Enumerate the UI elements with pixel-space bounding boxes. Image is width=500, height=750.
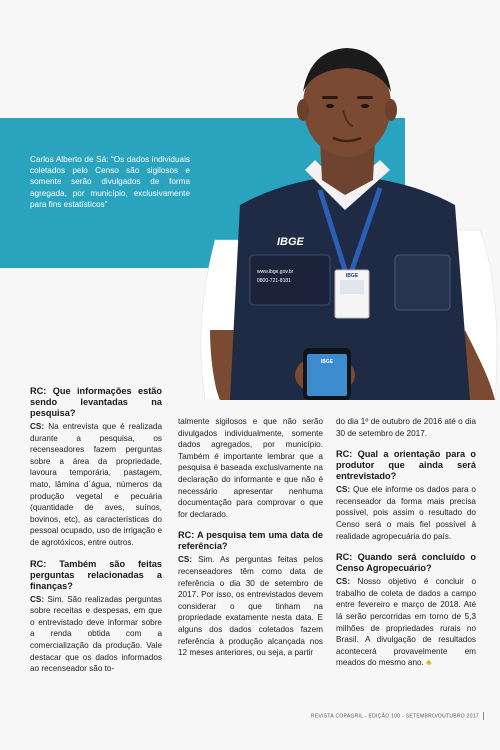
question-heading: RC: Que informações estão sendo levantadas na pesquisa? — [30, 386, 162, 418]
question-heading: RC: Também são feitas perguntas relacionadas a finanças? — [30, 558, 162, 591]
answer-paragraph: CS: Nosso objetivo é concluir o trabalho de coleta de dados a campo entre fevereiro e março de 2018. Até lá serão percorridas em torno de 5,3 milhões de propriedades rurais no Brasil. A divulgação de resultados acontecerá provavelmente em meados do mesmo ano. ♣ — [336, 577, 476, 668]
question-heading: RC: Quando será concluído o Censo Agropecuário? — [336, 552, 476, 574]
question-heading: RC: A pesquisa tem uma data de referência? — [178, 530, 323, 552]
photo-caption: Carlos Alberto de Sá: “Os dados individuais coletados pelo Censo são sigilosos e somente serão divulgados de forma agregada, por município, exclusivamente para fins estatísticos” — [30, 155, 190, 209]
page-footer — [0, 712, 500, 722]
vest-site-text: www.ibge.gov.br — [257, 269, 294, 275]
footer-divider — [483, 712, 484, 720]
article-column-2 — [178, 416, 323, 669]
article-end-icon: ♣ — [426, 658, 432, 668]
answer-paragraph: CS: Que ele informe os dados para o recenseador da forma mais precisa possível, pois assim o resultado do Censo será o mais fiel possível à realidade agropecuária do país. — [336, 485, 476, 541]
badge-text: IBGE — [345, 273, 359, 279]
article-column-1 — [30, 386, 162, 685]
footer-text: REVISTA COPAGRIL - EDIÇÃO 100 - SETEMBRO/OUTUBRO 2017 — [310, 713, 479, 720]
answer-paragraph: CS: Na entrevista que é realizada durante a pesquisa, os recenseadores fazem perguntas sobre a área da propriedade, lavoura temporária, pastagem, mato, lâmina d´água, números da produção vegetal e pecuária (quantidade de aves, suínos, bovinos, etc), as características do pessoal ocupado, uso de irrigação e de agrotóxicos, entre outros. — [30, 422, 162, 547]
vest-phone-text: 0800-721-8181 — [257, 278, 291, 284]
answer-paragraph: do dia 1º de outubro de 2016 até o dia 30 de setembro de 2017. — [336, 417, 476, 438]
device-text: IBGE — [320, 359, 334, 365]
answer-paragraph: CS: Sim. São realizadas perguntas sobre receitas e despesas, em que o entrevistado deve informar sobre a renda obtida com a comercialização da produção. Vale destacar que os dados informados ao recenseador são to- — [30, 594, 162, 674]
question-heading: RC: Qual a orientação para o produtor que ainda será entrevistado? — [336, 449, 476, 482]
answer-paragraph: talmente sigilosos e que não serão divulgados individualmente, somente dados agregados, por município. Também é importante lembrar que a pesquisa é baseada exclusivamente na declaração do informante e que não é necessário apresentar nenhuma documentação para comprovar o que for declarado. — [178, 417, 323, 519]
article-column-3 — [336, 416, 476, 679]
answer-paragraph: CS: Sim. As perguntas feitas pelos recenseadores têm como data de referência o dia 30 de setembro de 2017. Por isso, os entrevistados devem considerar o que tinham na propriedade exatamente nesta data. E alguns dos dados coletados fazem referência à produção alcançada nos 12 meses anteriores, ou seja, a partir — [178, 555, 323, 658]
vest-logo: IBGE — [277, 236, 304, 248]
interviewee-photo — [195, 30, 500, 400]
